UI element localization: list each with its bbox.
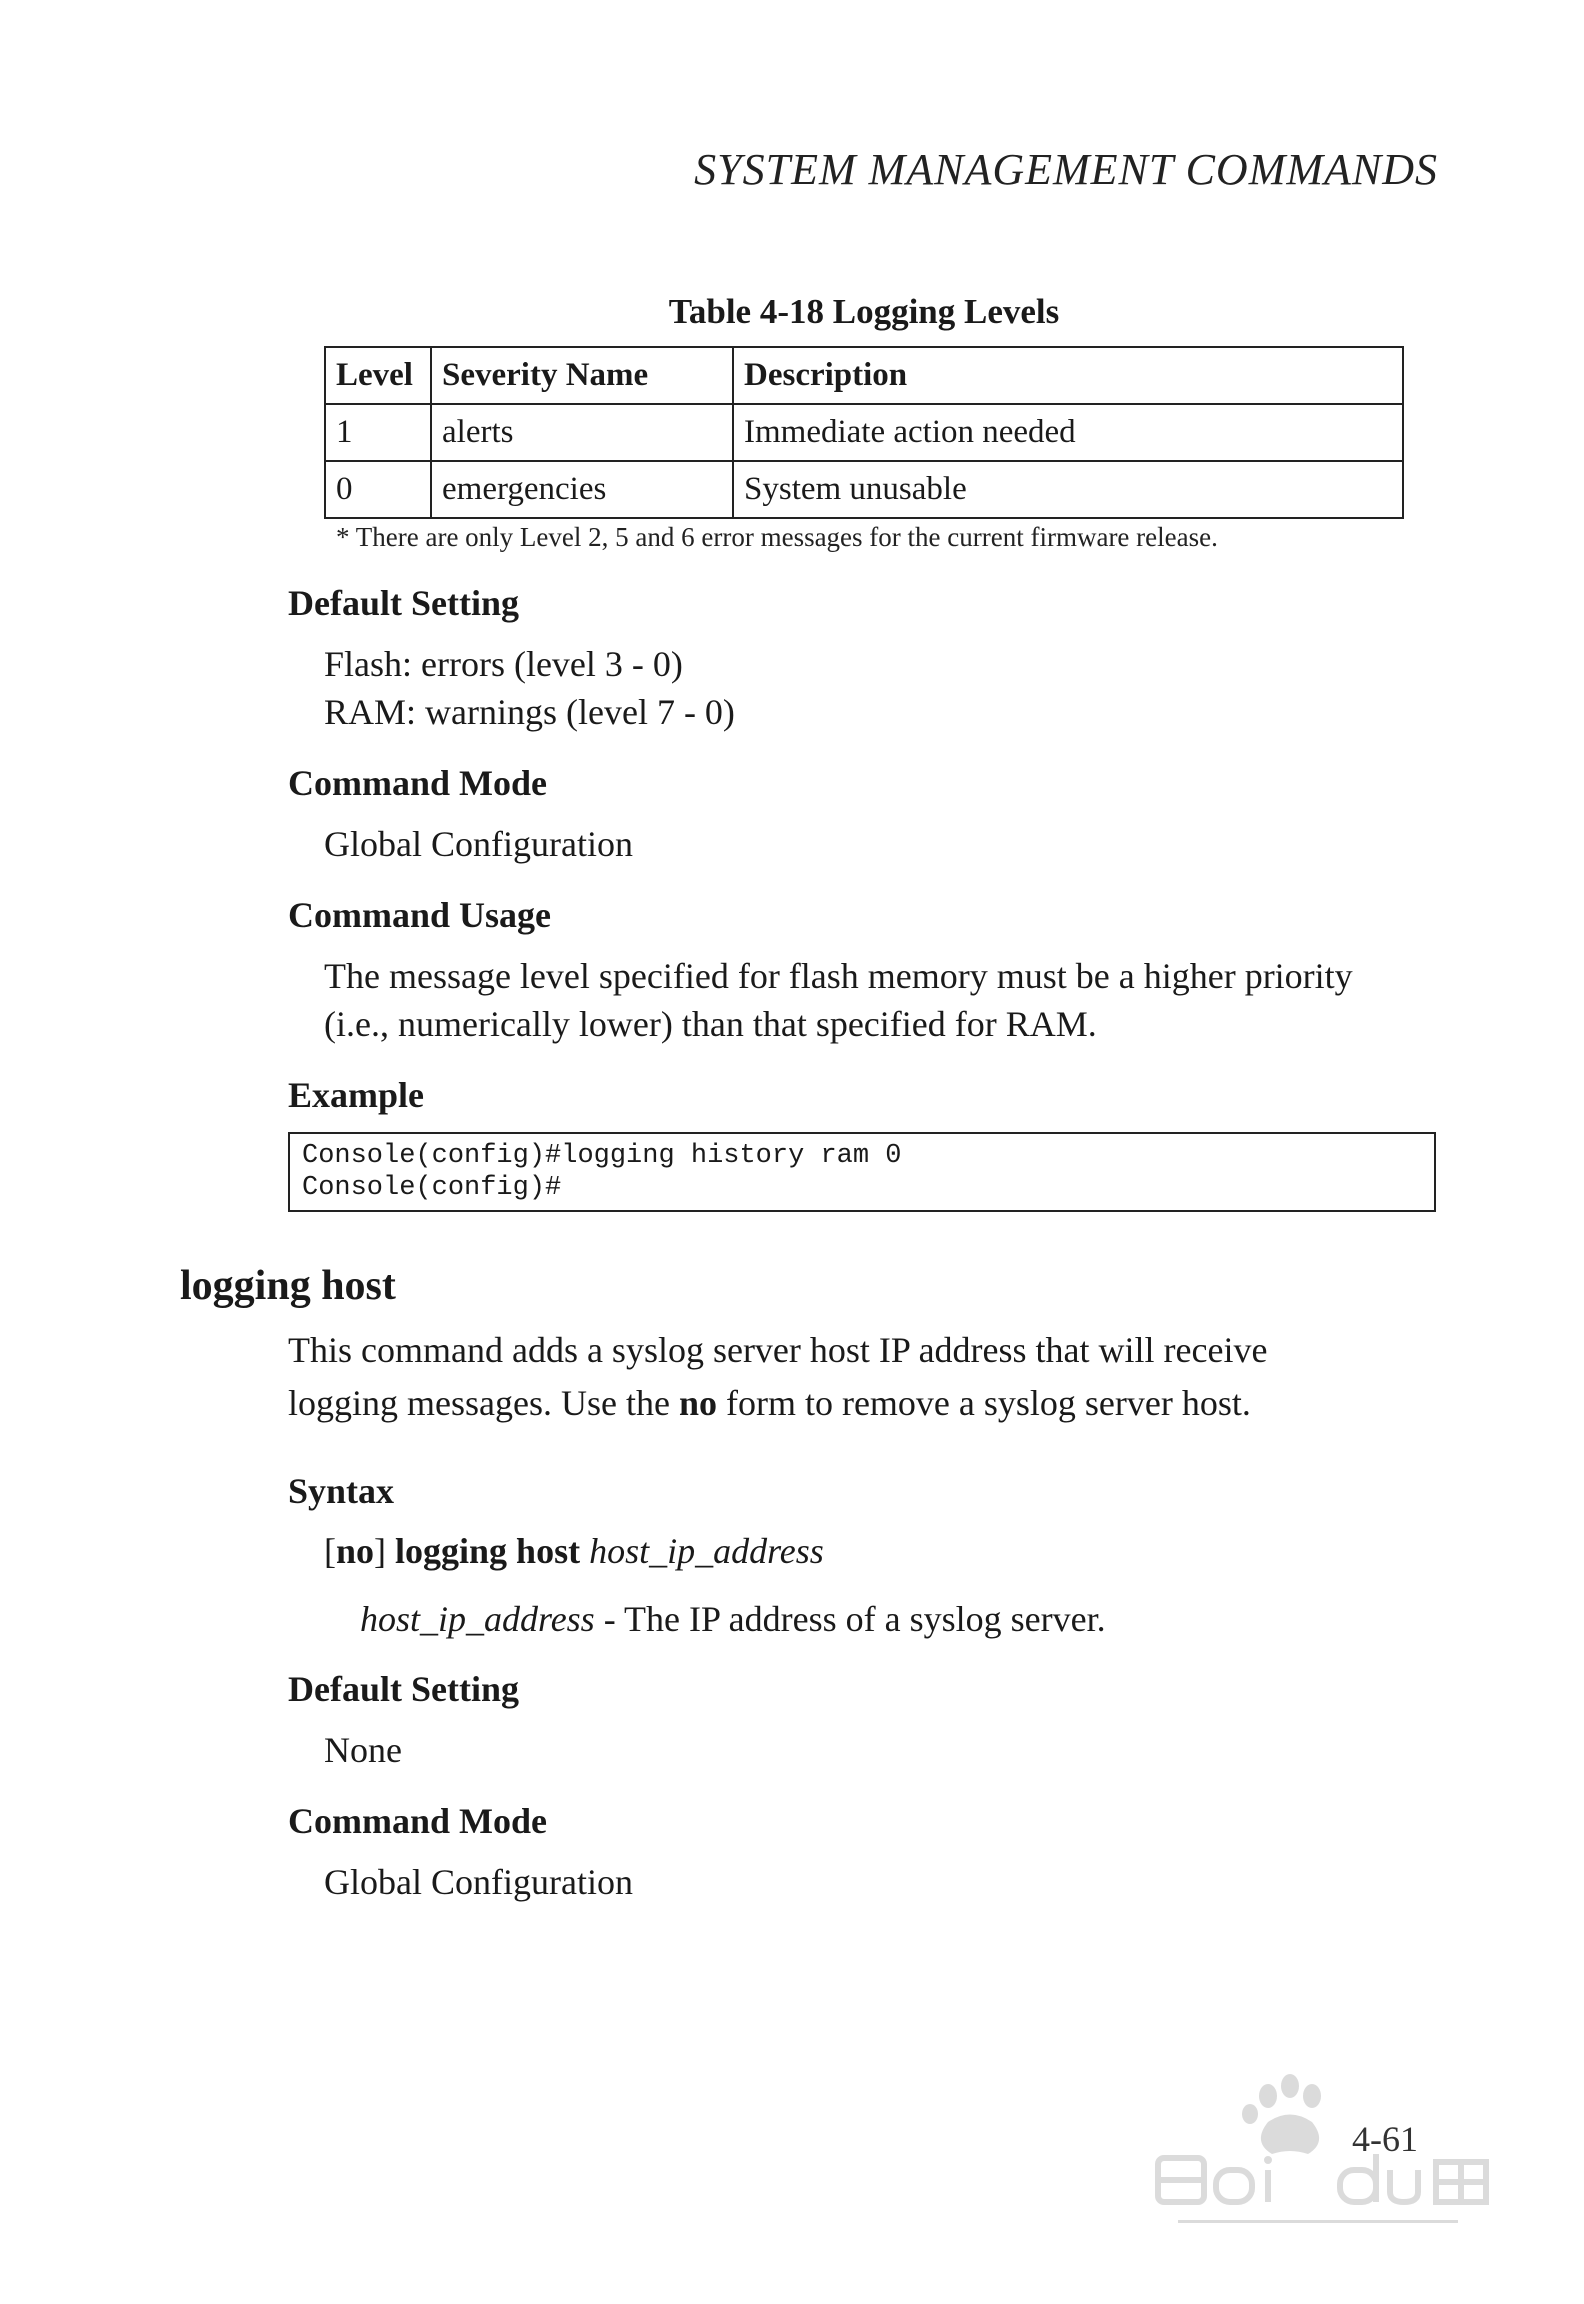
section-heading-command-mode: Command Mode [288,763,547,803]
command-usage-text [324,952,1353,1048]
code-line-1: Console(config)#logging history ram 0 [302,1141,902,1171]
cell-description: Immediate action needed [733,404,1403,461]
usage-line-2: (i.e., numerically lower) than that specified for RAM. [324,1004,1097,1044]
table-row [325,461,1403,518]
no-keyword: no [678,1383,717,1423]
table-row [325,404,1403,461]
command-description [288,1324,1267,1430]
column-header-description: Description [733,347,1403,404]
parameter-description: - The IP address of a syslog server. [594,1599,1106,1639]
section-heading-command-mode-2: Command Mode [288,1801,547,1841]
cell-severity-name: emergencies [431,461,733,518]
syntax-command: logging host [395,1531,581,1571]
table-caption: Table 4-18 Logging Levels [668,292,1060,331]
usage-line-1: The message level specified for flash memory must be a higher priority [324,956,1353,996]
description-text: form to remove a syslog server host. [716,1383,1251,1423]
parameter-line [360,1598,1106,1640]
description-text: logging messages. Use the [288,1383,679,1423]
example-code-block [288,1132,1436,1212]
section-heading-example: Example [288,1075,425,1115]
default-setting-text [324,640,735,736]
column-header-severity-name: Severity Name [431,347,733,404]
parameter-name: host_ip_address [360,1599,595,1639]
cell-description: System unusable [733,461,1403,518]
section-heading-default-setting: Default Setting [288,583,519,623]
section-heading-command-usage: Command Usage [288,895,552,935]
section-heading-syntax: Syntax [288,1471,395,1511]
page-number: 4-61 [1352,2119,1418,2159]
bracket-open: [ [324,1531,336,1571]
syntax-no-keyword: no [336,1531,375,1571]
table-footnote: * There are only Level 2, 5 and 6 error messages for the current firmware release. [336,522,1218,552]
command-mode-text: Global Configuration [324,824,633,864]
baidu-watermark-logo [1118,2062,1518,2242]
bracket-close: ] [374,1531,387,1571]
command-mode-value: Global Configuration [324,1862,633,1902]
column-header-level: Level [325,347,431,404]
cell-level: 0 [325,461,431,518]
syntax-argument: host_ip_address [589,1531,824,1571]
command-title: logging host [180,1263,396,1309]
code-line-2: Console(config)# [302,1173,562,1203]
running-header: SYSTEM MANAGEMENT COMMANDS [694,145,1438,194]
syntax-line [324,1530,824,1572]
table-header-row [325,347,1403,404]
logging-levels-table [324,346,1404,519]
default-line-ram: RAM: warnings (level 7 - 0) [324,692,735,732]
section-heading-default-setting-2: Default Setting [288,1669,519,1709]
description-line-2 [288,1377,1267,1430]
default-setting-value: None [324,1730,402,1770]
cell-severity-name: alerts [431,404,733,461]
default-line-flash: Flash: errors (level 3 - 0) [324,644,683,684]
description-line-1: This command adds a syslog server host IP address that will receive [288,1330,1268,1370]
cell-level: 1 [325,404,431,461]
